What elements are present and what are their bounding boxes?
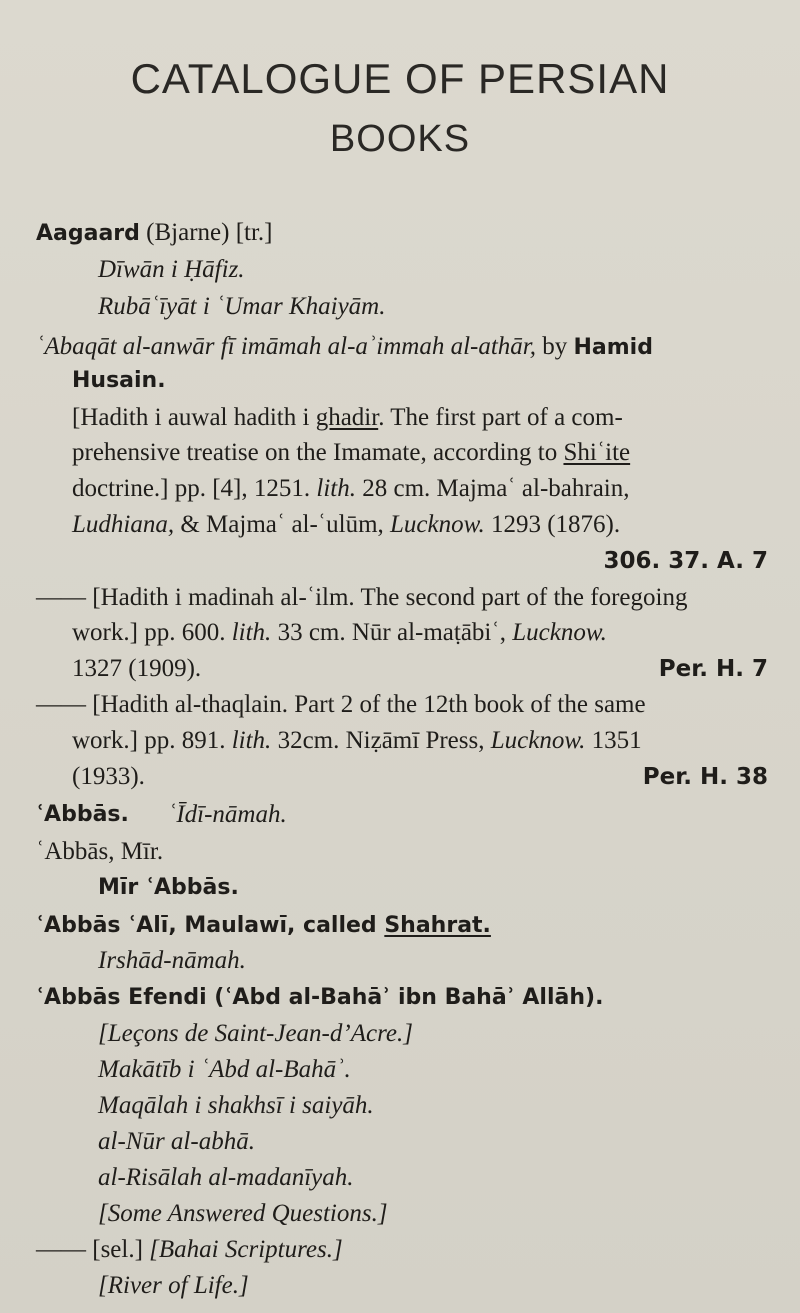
entry-abbas-mir-heading: ʿAbbās, Mīr. [36, 838, 164, 865]
entry-abbas-efendi-ref-4: al-Nūr al-abhā. [98, 1128, 255, 1155]
entry-abaqat-desc-1: [Hadith i auwal hadith i ghadir. The first part of a com- [72, 404, 623, 431]
entry-abbas-mir-ref: Mīr ʿAbbās. [98, 875, 239, 900]
entry-abaqat-title: ʿAbaqāt al-anwār fī imāmah al-aʾimmah al-athār, by Hamid [36, 333, 653, 360]
entry-abaqat-vol3-1: —— [Hadith al-thaqlain. Part 2 of the 12th book of the same [36, 691, 646, 718]
entry-abbas-heading: ʿAbbās. [36, 802, 129, 827]
entry-abaqat-vol2-2: work.] pp. 600. lith. 33 cm. Nūr al-maṭābiʿ, Lucknow. [72, 619, 607, 646]
entry-abaqat-vol3-3: (1933). [72, 763, 145, 790]
entry-aagaard-ref-diwan: Dīwān i Ḥāfiz. [98, 256, 245, 283]
entry-abbas-ref: ʿĪdī-nāmah. [168, 801, 287, 828]
catalogue-subtitle: BOOKS [329, 118, 471, 160]
catalogue-title: CATALOGUE OF PERSIAN [130, 55, 670, 102]
entry-abaqat-author: Husain. [72, 368, 166, 393]
entry-abaqat-desc-2: prehensive treatise on the Imamate, according to Shiʿite [72, 439, 631, 466]
entry-abbas-efendi-heading: ʿAbbās Efendi (ʿAbd al-Bahāʾ ibn Bahāʾ Allāh). [36, 985, 604, 1010]
entry-abbas-efendi-ref-2: Makātīb i ʿAbd al-Bahāʾ. [98, 1056, 351, 1083]
entry-abbas-ali-ref: Irshād-nāmah. [98, 947, 246, 974]
entry-abbas-efendi-sel-ref: [River of Life.] [98, 1272, 249, 1299]
entry-abbas-ali-heading: ʿAbbās ʿAlī, Maulawī, called Shahrat. [36, 913, 491, 938]
entry-abbas-efendi-ref-5: al-Risālah al-madanīyah. [98, 1164, 354, 1191]
entry-abbas-efendi-ref-3: Maqālah i shakhsī i saiyāh. [98, 1092, 374, 1119]
shelfmark-abaqat-1: 306. 37. A. 7 [603, 548, 768, 574]
entry-abaqat-desc-3: doctrine.] pp. [4], 1251. lith. 28 cm. Majmaʿ al-bahrain, [72, 475, 630, 502]
entry-abaqat-vol2-3: 1327 (1909). [72, 655, 202, 682]
entry-abbas-efendi-ref-1: [Leçons de Saint-Jean-d’Acre.] [98, 1020, 413, 1047]
shelfmark-abaqat-3: Per. H. 38 [642, 764, 768, 790]
entry-abaqat-vol2-1: —— [Hadith i madinah al-ʿilm. The second part of the foregoing [36, 584, 688, 611]
entry-abaqat-desc-4: Ludhiana, & Majmaʿ al-ʿulūm, Lucknow. 1293 (1876). [72, 511, 621, 538]
entry-abbas-efendi-selections: —— [sel.] [Bahai Scriptures.] [36, 1236, 343, 1263]
entry-abaqat-vol3-2: work.] pp. 891. lith. 32cm. Niẓāmī Press, Lucknow. 1351 [72, 727, 642, 754]
entry-abbas-efendi-ref-6: [Some Answered Questions.] [98, 1200, 388, 1227]
entry-aagaard-ref-rubaiyat: Rubāʿīyāt i ʿUmar Khaiyām. [98, 293, 386, 320]
shelfmark-abaqat-2: Per. H. 7 [658, 656, 768, 682]
entry-aagaard-heading: Aagaard (Bjarne) [tr.] [36, 219, 273, 246]
